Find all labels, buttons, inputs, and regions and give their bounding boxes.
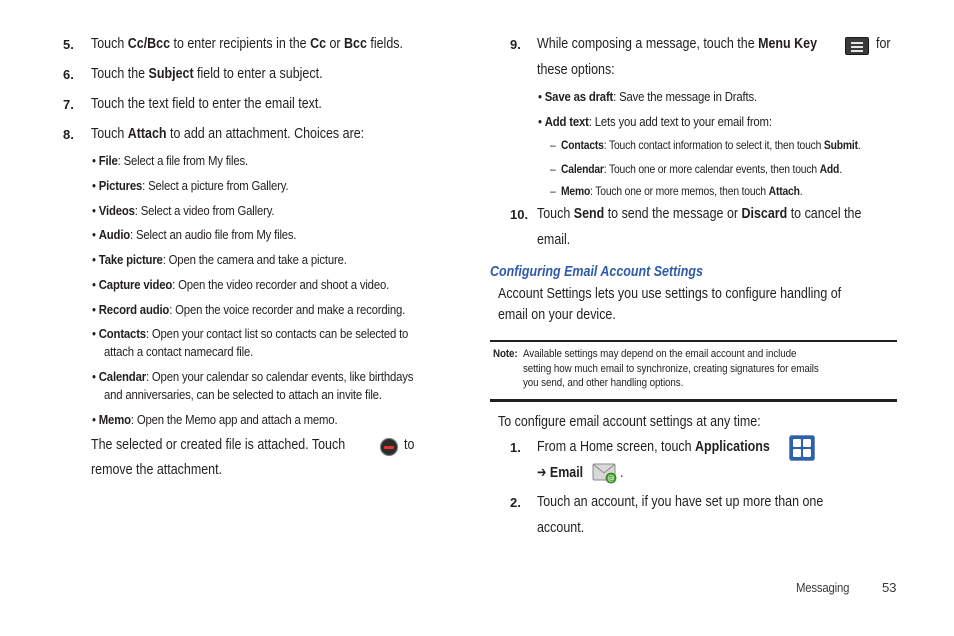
step-number: 8. (63, 127, 74, 142)
step-5: Touch Cc/Bcc to enter recipients in the Cc or Bcc fields. (91, 36, 403, 52)
note-bottom-rule (490, 399, 897, 402)
bullet-audio: • Audio: Select an audio file from My files. (92, 227, 297, 242)
bullet-record-audio: • Record audio: Open the voice recorder and make a recording. (92, 302, 406, 317)
step-number: 10. (510, 207, 529, 222)
email-icon (592, 462, 618, 482)
after-text-line1: The selected or created file is attached. Touch (91, 437, 346, 453)
sub-memo: – Memo: Touch one or more memos, then touch Attach. (550, 184, 803, 198)
step-2-cont: account. (537, 520, 585, 536)
step-10-cont: email. (537, 232, 571, 248)
step-1-end: . (620, 465, 624, 481)
bullet-memo: • Memo: Open the Memo app and attach a memo. (92, 412, 338, 427)
footer-section: Messaging (796, 580, 850, 595)
after-text-to: to (404, 437, 415, 453)
applications-icon (789, 435, 815, 461)
note-top-rule (490, 340, 897, 342)
step-number: 6. (63, 67, 74, 82)
bullet-calendar-cont: and anniversaries, can be selected to attach an invite file. (104, 387, 382, 402)
configure-text: To configure email account settings at any time: (498, 414, 761, 430)
sub-contacts: – Contacts: Touch contact information to select it, then touch Submit. (550, 138, 861, 152)
step-1-email: ➔ Email (537, 465, 584, 481)
option-save-as-draft: • Save as draft: Save the message in Drafts. (538, 89, 757, 104)
after-text-line2: remove the attachment. (91, 462, 223, 478)
option-add-text: • Add text: Lets you add text to your email from: (538, 114, 772, 129)
step-6: Touch the Subject field to enter a subject. (91, 66, 323, 82)
step-9-cont: these options: (537, 62, 615, 78)
menu-key-icon (845, 37, 869, 55)
bullet-file: • File: Select a file from My files. (92, 153, 248, 168)
step-number: 9. (510, 37, 521, 52)
note-line1: Available settings may depend on the email account and include (523, 348, 797, 360)
bullet-contacts: • Contacts: Open your contact list so contacts can be selected to (92, 326, 409, 341)
bullet-pictures: • Pictures: Select a picture from Gallery. (92, 178, 289, 193)
step-8: Touch Attach to add an attachment. Choices are: (91, 126, 365, 142)
svg-text:@: @ (607, 474, 615, 483)
note-line3: you send, and other handling options. (523, 377, 684, 389)
bullet-videos: • Videos: Select a video from Gallery. (92, 203, 275, 218)
intro-line2: email on your device. (498, 307, 616, 323)
bullet-contacts-cont: attach a contact namecard file. (104, 344, 254, 359)
note-line2: setting how much email to synchronize, creating signatures for emails (523, 363, 819, 375)
step-2: Touch an account, if you have set up more than one (537, 494, 824, 510)
bullet-capture-video: • Capture video: Open the video recorder and shoot a video. (92, 277, 390, 292)
step-10: Touch Send to send the message or Discard to cancel the (537, 206, 862, 222)
remove-attachment-icon (380, 438, 398, 456)
step-1: From a Home screen, touch Applications (537, 439, 770, 455)
note-label: Note: (493, 348, 518, 360)
step-number: 5. (63, 37, 74, 52)
step-number: 1. (510, 440, 521, 455)
bullet-calendar: • Calendar: Open your calendar so calendar events, like birthdays (92, 369, 414, 384)
page-number: 53 (882, 580, 897, 595)
step-number: 7. (63, 97, 74, 112)
step-7: Touch the text field to enter the email text. (91, 96, 322, 112)
step-9-for: for (876, 36, 891, 52)
bullet-take-picture: • Take picture: Open the camera and take a picture. (92, 252, 347, 267)
step-number: 2. (510, 495, 521, 510)
sub-calendar: – Calendar: Touch one or more calendar events, then touch Add. (550, 162, 842, 176)
section-heading: Configuring Email Account Settings (490, 264, 703, 280)
step-9: While composing a message, touch the Menu Key (537, 36, 818, 52)
intro-line1: Account Settings lets you use settings to configure handling of (498, 286, 842, 302)
